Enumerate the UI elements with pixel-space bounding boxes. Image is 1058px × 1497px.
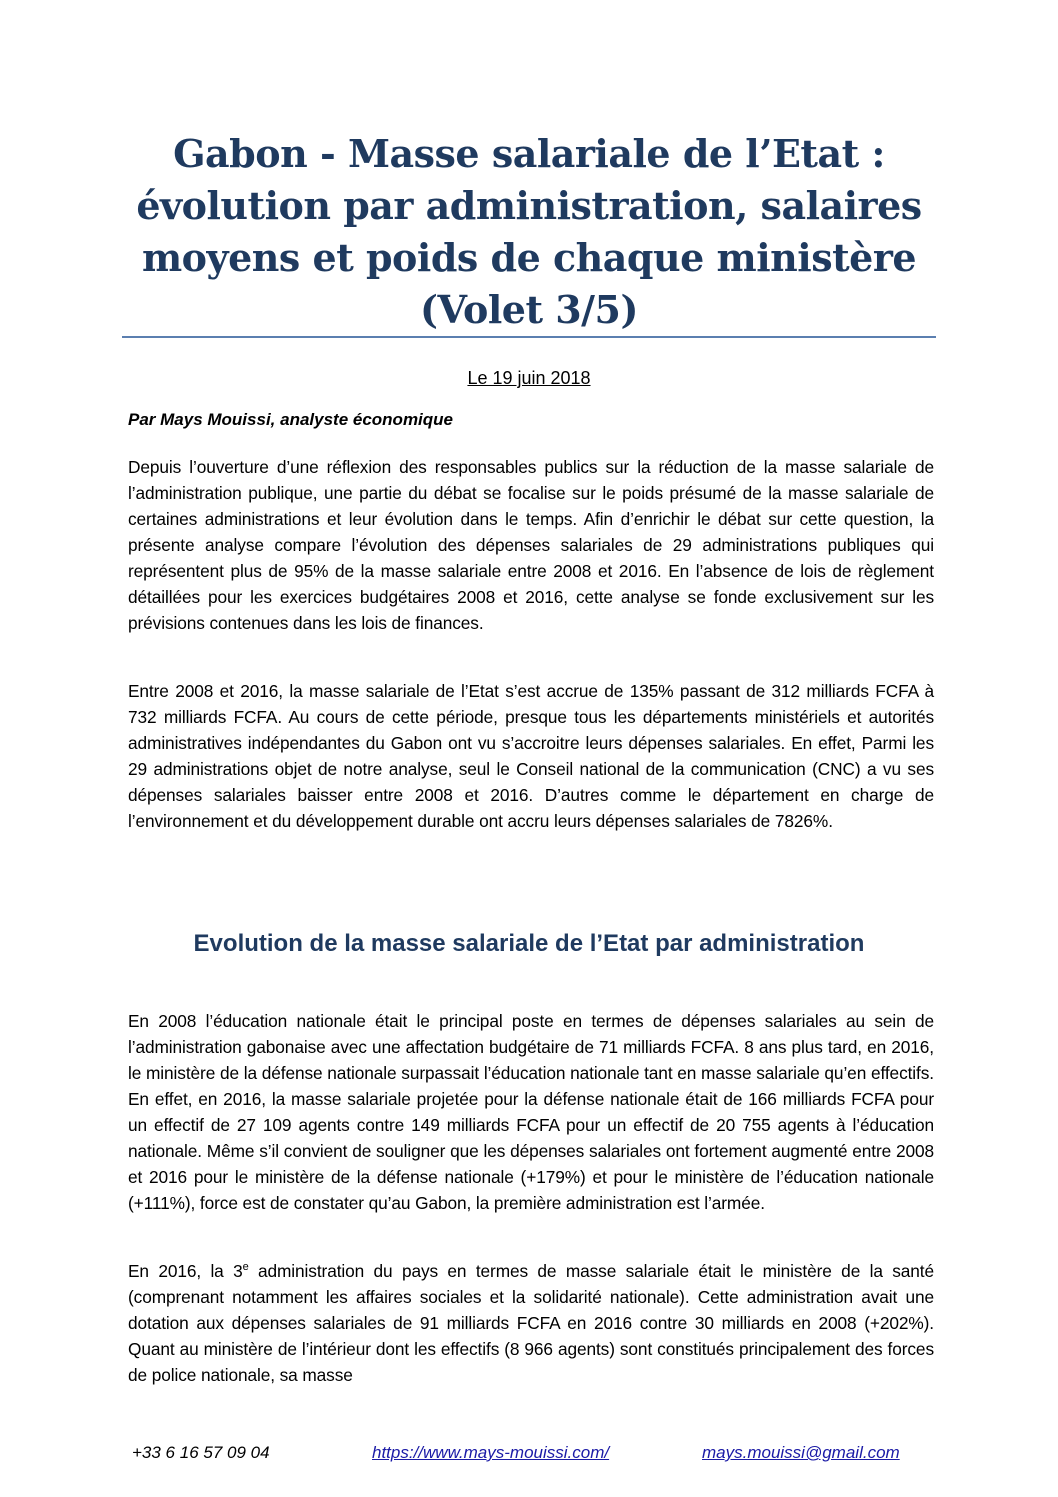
footer-phone: +33 6 16 57 09 04 [132, 1443, 270, 1462]
author-byline: Par Mays Mouissi, analyste économique [128, 410, 454, 429]
body-paragraph: Entre 2008 et 2016, la masse salariale de l’Etat s’est accrue de 135% passant de 312 milliards FCFA à 732 milliards FCFA. Au cours de cette période, presque tous les départements ministériels et autorités administratives indépendantes du Gabon ont vu s’accroitre leurs dépenses salariales. En effet, Parmi les 29 administrations objet de notre analyse, seul le Conseil national de la communication (CNC) a vu ses dépenses salariales baisser entre 2008 et 2016. D’autres comme le département en charge de l’environnement et du développement durable ont accru leurs dépenses salariales de 7826%. [128, 681, 934, 831]
footer-email-link[interactable]: mays.mouissi@gmail.com [702, 1443, 900, 1462]
document-title: Gabon - Masse salariale de l’Etat : évolution par administration, salaires moyens et poids de chaque ministère (Volet 3/5) [136, 131, 922, 332]
footer-website-link[interactable]: https://www.mays-mouissi.com/ [372, 1443, 610, 1462]
page-footer [0, 1440, 1058, 1466]
section-heading: Evolution de la masse salariale de l’Etat par administration [193, 930, 865, 957]
ordinal-suffix: e [242, 1261, 249, 1274]
publication-date: Le 19 juin 2018 [467, 368, 591, 388]
section-paragraph: En 2008 l’éducation nationale était le principal poste en termes de dépenses salariales au sein de l’administration gabonaise avec une affectation budgétaire de 71 milliards FCFA. 8 ans plus tard, en 2016, le ministère de la défense nationale surpassait l’éducation nationale tant en masse salariale qu’en effectifs. En effet, en 2016, la masse salariale projetée pour la défense nationale était de 166 milliards FCFA pour un effectif de 27 109 agents contre 149 milliards FCFA pour un effectif de 20 755 agents à l’éducation nationale. Même s’il convient de souligner que les dépenses salariales ont fortement augmenté entre 2008 et 2016 pour le ministère de la défense nationale (+179%) et pour le ministère de l’éducation nationale (+111%), force est de constater qu’au Gabon, la première administration est l’armée. [128, 1011, 934, 1213]
section-paragraph: En 2016, la 3e administration du pays en termes de masse salariale était le ministère de la santé (comprenant notamment les affaires sociales et la solidarité nationale). Cette administration avait une dotation aux dépenses salariales de 91 milliards FCFA en 2016 contre 30 milliards en 2008 (+202%). Quant au ministère de l’intérieur dont les effectifs (8 966 agents) sont constitués principalement des forces de police nationale, sa masse [128, 1261, 934, 1385]
title-divider [122, 336, 936, 338]
body-paragraph: Depuis l’ouverture d’une réflexion des responsables publics sur la réduction de la masse salariale de l’administration publique, une partie du débat se focalise sur le poids présumé de la masse salariale de certaines administrations et leur évolution dans le temps. Afin d’enrichir le débat sur cette question, la présente analyse compare l’évolution des dépenses salariales de 29 administrations publiques qui représentent plus de 95% de la masse salariale entre 2008 et 2016. En l’absence de lois de règlement détaillées pour les exercices budgétaires 2008 et 2016, cette analyse se fonde exclusivement sur les prévisions contenues dans les lois de finances. [128, 457, 934, 633]
